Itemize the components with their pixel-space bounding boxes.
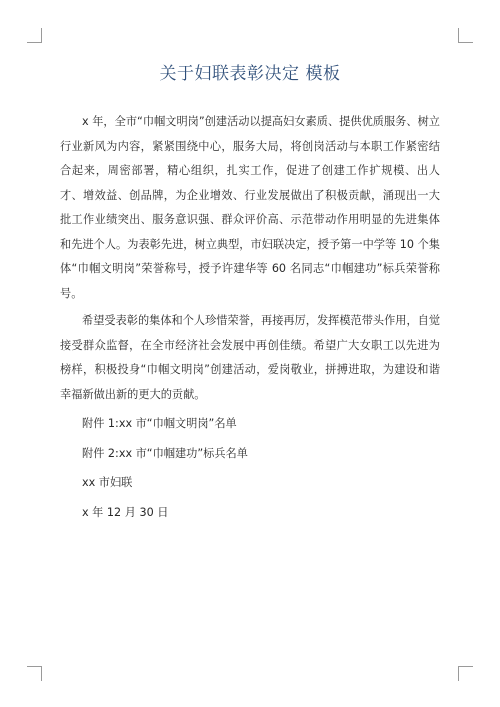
crop-mark-top-left <box>27 28 42 43</box>
crop-mark-bottom-right <box>458 666 473 681</box>
crop-mark-top-right <box>458 28 473 43</box>
crop-mark-bottom-left <box>27 666 42 681</box>
document-date: x 年 12 月 30 日 <box>82 505 169 519</box>
paragraph-hope: 希望受表彰的集体和个人珍惜荣誉，再接再厉，发挥模范带头作用，自觉接受群众监督，在全市经济社会发展中再创佳绩。希望广大女职工以先进为榜样，积极投身“巾帼文明岗”创建活动，爱岗敬业，拼搏进取，为建设和谐幸福新做出新的更大的贡献。 <box>60 314 441 401</box>
attachment-2: 附件 2:xx 市“巾帼建功”标兵名单 <box>82 446 248 460</box>
document-body <box>60 110 440 525</box>
attachment-1: 附件 1:xx 市“巾帼文明岗”名单 <box>82 417 237 430</box>
signature: xx 市妇联 <box>82 476 133 489</box>
paragraph-commendation: x 年，全市“巾帼文明岗”创建活动以提高妇女素质、提供优质服务、树立行业新风为内容，紧紧围绕中心，服务大局，将创岗活动与本职工作紧密结合起来，周密部署，精心组织，扎实工作，促进了创建工作扩规模、出人才、增效益、创品牌，为企业增效、行业发展做出了积极贡献，涌现出一大批工作业绩突出、服务意识强、群众评价高、示范带动作用明显的先进集体和先进个人。为表彰先进，树立典型，市妇联决定，授予第一中学等 10 个集体“巾帼文明岗”荣誉称号，授予许建华等 60 名同志“巾帼建功”标兵荣誉称号。 <box>60 115 440 300</box>
document-title: 关于妇联表彰决定 模板 <box>159 64 341 84</box>
